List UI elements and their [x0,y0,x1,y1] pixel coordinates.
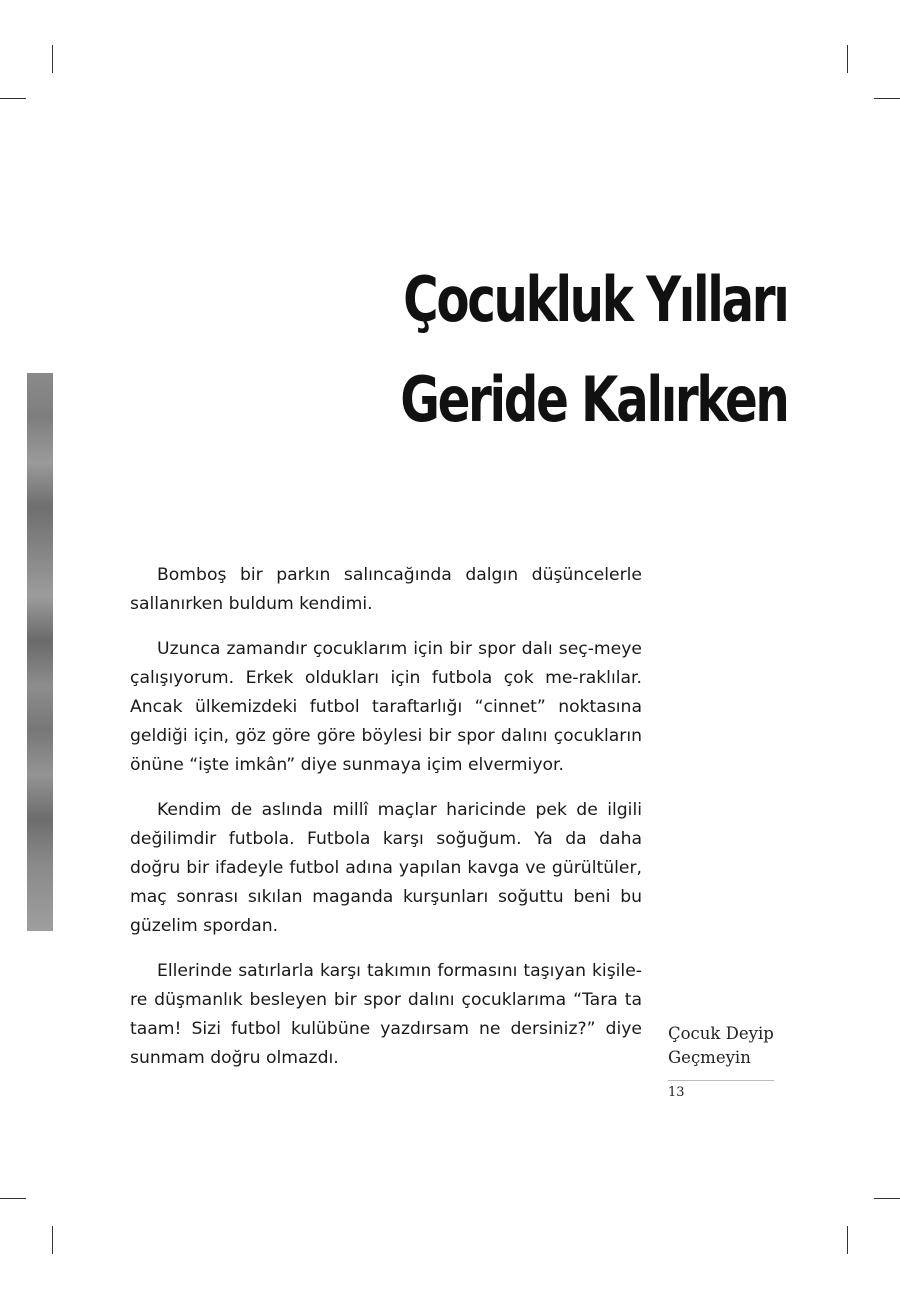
chapter-title [401,250,788,450]
footer-divider [668,1080,774,1081]
paragraph: Uzunca zamandır çocuklarım için bir spor dalı seç-meye çalışıyorum. Erkek oldukları için futbola çok me-raklılar. Ancak ülkemizdeki futbol taraftarlığı “cinnet” noktasına geldiği için, göz göre göre böylesi bir spor dalını çocukların önüne “işte imkân” diye sunmaya içim elvermiyor. [130,639,642,775]
paragraph: Kendim de aslında millî maçlar haricinde pek de ilgili değilimdir futbola. Futbola karşı soğuğum. Ya da daha doğru bir ifadeyle futbol adına yapılan kavga ve gürültüler, maç sonrası sıkılan maganda kurşunları soğuttu beni bu güzelim spordan. [130,800,642,936]
running-book-title [668,1022,778,1070]
paragraph: Ellerinde satırlarla karşı takımın formasını taşıyan kişile-re düşmanlık besleyen bir spor dalını çocuklarıma “Tara ta taam! Sizi futbol kulübüne yazdırsam ne dersiniz?” diye sunmam doğru olmazdı. [130,961,642,1068]
crop-mark-top-right [874,98,900,99]
crop-mark-top-right [847,45,848,73]
crop-mark-bottom-right [847,1226,848,1254]
crop-mark-bottom-left [52,1226,53,1254]
page-number: 13 [668,1085,685,1100]
crop-mark-top-left [52,45,53,73]
chapter-title-line-1: Çocukluk Yılları [403,263,788,336]
crop-mark-bottom-left [0,1198,26,1199]
paragraph: Bomboş bir parkın salıncağında dalgın düşüncelerle sallanırken buldum kendimi. [130,565,642,614]
book-title-line-1: Çocuk Deyip [668,1024,774,1043]
body-text [130,561,642,1089]
chapter-title-line-2: Geride Kalırken [400,363,788,436]
crop-mark-top-left [0,98,26,99]
decorative-side-bar [27,373,53,931]
book-title-line-2: Geçmeyin [668,1048,751,1067]
crop-mark-bottom-right [874,1198,900,1199]
